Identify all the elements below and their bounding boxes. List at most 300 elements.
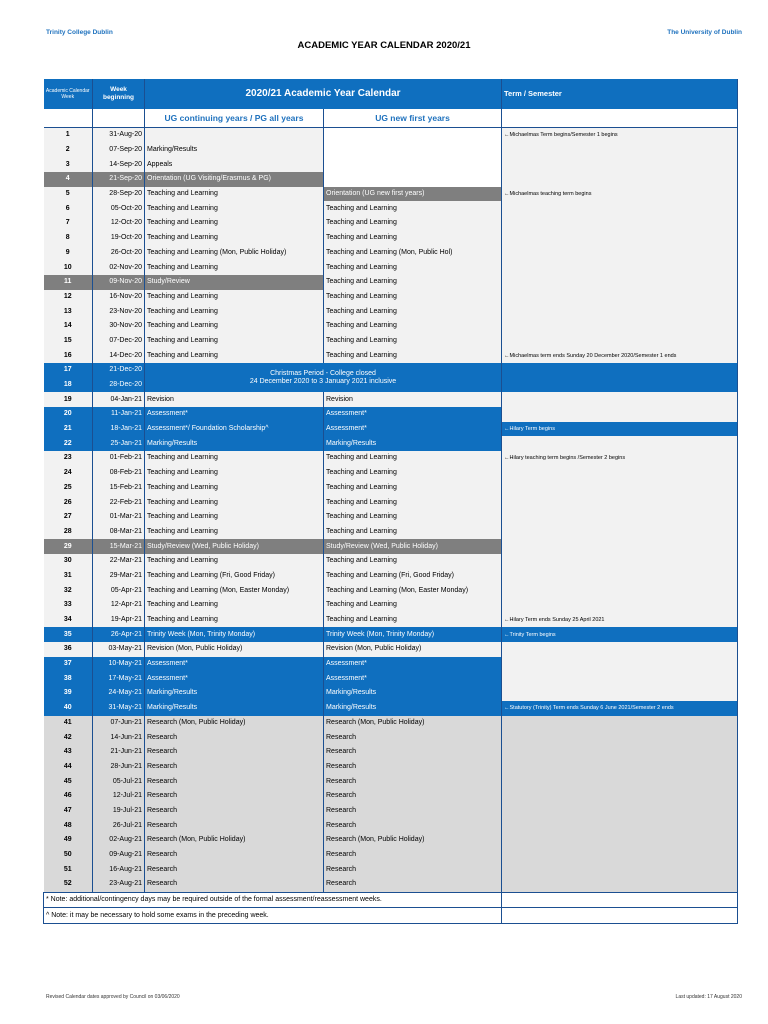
week-number: 42: [44, 730, 93, 745]
week-beginning-date: 08-Feb-21: [93, 466, 145, 481]
week-number: 21: [44, 422, 93, 437]
term-note: [502, 495, 738, 510]
week-number: 37: [44, 657, 93, 672]
table-row: [44, 436, 738, 451]
term-note: ←Hilary teaching term begins /Semester 2 begins: [502, 451, 738, 466]
ug-new-activity: Teaching and Learning: [324, 231, 502, 246]
ug-continuing-activity: Study/Review (Wed, Public Holiday): [145, 539, 324, 554]
table-row: [44, 392, 738, 407]
ug-new-activity: [324, 172, 502, 187]
footer-last-updated: Last updated: 17 August 2020: [675, 994, 742, 1000]
term-note: ←Trinity Term begins: [502, 627, 738, 642]
ug-continuing-activity: Teaching and Learning (Fri, Good Friday): [145, 569, 324, 584]
week-number: 40: [44, 701, 93, 716]
ug-new-activity: [324, 143, 502, 158]
header-right-university: The University of Dublin: [667, 29, 742, 36]
week-beginning-date: 22-Mar-21: [93, 554, 145, 569]
table-row: [44, 613, 738, 628]
table-row: [44, 187, 738, 202]
week-number: 43: [44, 745, 93, 760]
term-note: [502, 392, 738, 407]
table-row: [44, 671, 738, 686]
ug-continuing-activity: Assessment*/ Foundation Scholarship^: [145, 422, 324, 437]
table-row: [44, 701, 738, 716]
week-beginning-date: 11-Jan-21: [93, 407, 145, 422]
week-number: 26: [44, 495, 93, 510]
term-note: [502, 848, 738, 863]
week-beginning-date: 12-Oct-20: [93, 216, 145, 231]
week-beginning-date: 14-Dec-20: [93, 348, 145, 363]
week-number: 44: [44, 760, 93, 775]
week-number: 45: [44, 774, 93, 789]
note-term-blank: [502, 892, 738, 908]
christmas-line-1: Christmas Period - College closed: [270, 369, 376, 377]
ug-new-activity: Teaching and Learning (Fri, Good Friday): [324, 569, 502, 584]
ug-continuing-activity: Research (Mon, Public Holiday): [145, 833, 324, 848]
term-note: [502, 789, 738, 804]
week-number: 52: [44, 877, 93, 892]
ug-new-activity: Revision (Mon, Public Holiday): [324, 642, 502, 657]
term-note: [502, 481, 738, 496]
ug-new-activity: Teaching and Learning (Mon, Public Hol): [324, 246, 502, 261]
week-beginning-date: 07-Dec-20: [93, 334, 145, 349]
ug-new-activity: Revision: [324, 392, 502, 407]
week-number: 17: [44, 363, 93, 378]
ug-new-activity: Research: [324, 804, 502, 819]
ug-continuing-activity: Research: [145, 818, 324, 833]
ug-continuing-activity: Teaching and Learning: [145, 510, 324, 525]
table-row: [44, 848, 738, 863]
week-number: 4: [44, 172, 93, 187]
ug-new-activity: Teaching and Learning: [324, 451, 502, 466]
week-beginning-date: 12-Apr-21: [93, 598, 145, 613]
term-note: [502, 172, 738, 187]
ug-continuing-activity: Teaching and Learning: [145, 216, 324, 231]
ug-continuing-activity: Research: [145, 877, 324, 892]
col-header-ug-continuing: UG continuing years / PG all years: [145, 109, 324, 128]
ug-continuing-activity: Teaching and Learning (Mon, Public Holiday): [145, 246, 324, 261]
ug-continuing-activity: Research: [145, 774, 324, 789]
term-note: [502, 833, 738, 848]
week-number: 11: [44, 275, 93, 290]
ug-continuing-activity: Research: [145, 745, 324, 760]
table-row: [44, 451, 738, 466]
week-beginning-date: 30-Nov-20: [93, 319, 145, 334]
calendar-table: [43, 79, 738, 924]
ug-new-activity: Teaching and Learning: [324, 510, 502, 525]
week-number: 6: [44, 201, 93, 216]
week-number: 14: [44, 319, 93, 334]
ug-new-activity: Teaching and Learning: [324, 598, 502, 613]
ug-new-activity: Research: [324, 745, 502, 760]
ug-continuing-activity: Teaching and Learning: [145, 187, 324, 202]
ug-new-activity: Teaching and Learning: [324, 319, 502, 334]
term-note: [502, 304, 738, 319]
table-row: [44, 730, 738, 745]
week-beginning-date: 14-Sep-20: [93, 157, 145, 172]
table-row: [44, 642, 738, 657]
term-note: [502, 583, 738, 598]
week-number: 10: [44, 260, 93, 275]
term-note: [502, 539, 738, 554]
ug-continuing-activity: Study/Review: [145, 275, 324, 290]
week-beginning-date: 23-Nov-20: [93, 304, 145, 319]
ug-new-activity: Teaching and Learning: [324, 304, 502, 319]
table-row: [44, 760, 738, 775]
table-row: [44, 363, 738, 378]
ug-new-activity: Research: [324, 877, 502, 892]
term-note: [502, 554, 738, 569]
week-number: 15: [44, 334, 93, 349]
ug-new-activity: Marking/Results: [324, 686, 502, 701]
ug-continuing-activity: Trinity Week (Mon, Trinity Monday): [145, 627, 324, 642]
week-beginning-date: 05-Oct-20: [93, 201, 145, 216]
ug-new-activity: Marking/Results: [324, 701, 502, 716]
week-number: 32: [44, 583, 93, 598]
ug-continuing-activity: Teaching and Learning: [145, 290, 324, 305]
week-number: 25: [44, 481, 93, 496]
table-row: [44, 598, 738, 613]
term-note: [502, 525, 738, 540]
ug-continuing-activity: Teaching and Learning: [145, 348, 324, 363]
ug-new-activity: Research: [324, 760, 502, 775]
week-beginning-date: 26-Jul-21: [93, 818, 145, 833]
ug-continuing-activity: Teaching and Learning: [145, 260, 324, 275]
week-number: 30: [44, 554, 93, 569]
table-row: [44, 422, 738, 437]
week-number: 27: [44, 510, 93, 525]
week-number: 20: [44, 407, 93, 422]
week-number: 29: [44, 539, 93, 554]
week-beginning-date: 12-Jul-21: [93, 789, 145, 804]
term-note: [502, 657, 738, 672]
week-number: 49: [44, 833, 93, 848]
document-title: ACADEMIC YEAR CALENDAR 2020/21: [297, 40, 471, 51]
ug-new-activity: Teaching and Learning: [324, 466, 502, 481]
term-note: [502, 157, 738, 172]
ug-new-activity: [324, 157, 502, 172]
week-beginning-date: 17-May-21: [93, 671, 145, 686]
term-note: [502, 716, 738, 731]
week-beginning-date: 01-Feb-21: [93, 451, 145, 466]
term-note: [502, 760, 738, 775]
ug-new-activity: Research: [324, 774, 502, 789]
ug-new-activity: Teaching and Learning: [324, 613, 502, 628]
col-header-week-beginning: Week beginning: [93, 79, 145, 109]
table-row: [44, 657, 738, 672]
ug-continuing-activity: Teaching and Learning: [145, 201, 324, 216]
term-note: [502, 319, 738, 334]
term-note: [502, 862, 738, 877]
week-number: 16: [44, 348, 93, 363]
ug-continuing-activity: Research: [145, 760, 324, 775]
table-row: [44, 319, 738, 334]
ug-continuing-activity: Revision: [145, 392, 324, 407]
ug-new-activity: Teaching and Learning: [324, 216, 502, 231]
term-note: [502, 745, 738, 760]
term-note: [502, 671, 738, 686]
week-beginning-date: 05-Apr-21: [93, 583, 145, 598]
table-row: [44, 275, 738, 290]
week-beginning-date: 26-Apr-21: [93, 627, 145, 642]
week-number: 23: [44, 451, 93, 466]
term-note: ←Michaelmas term ends Sunday 20 December 2020/Semester 1 ends: [502, 348, 738, 363]
table-row: [44, 569, 738, 584]
week-number: 34: [44, 613, 93, 628]
week-number: 35: [44, 627, 93, 642]
ug-new-activity: Teaching and Learning: [324, 348, 502, 363]
week-beginning-date: 15-Mar-21: [93, 539, 145, 554]
ug-continuing-activity: Research: [145, 804, 324, 819]
table-row: [44, 495, 738, 510]
week-beginning-date: 05-Jul-21: [93, 774, 145, 789]
table-row: [44, 290, 738, 305]
assessment-note: * Note: additional/contingency days may be required outside of the formal assessment/reassessment weeks.: [44, 892, 502, 908]
table-row: [44, 554, 738, 569]
term-note: [502, 334, 738, 349]
term-note: [502, 730, 738, 745]
week-number: 48: [44, 818, 93, 833]
table-row: [44, 774, 738, 789]
ug-continuing-activity: Teaching and Learning: [145, 304, 324, 319]
table-row: [44, 128, 738, 143]
christmas-line-2: 24 December 2020 to 3 January 2021 inclusive: [249, 377, 397, 385]
term-note: [502, 143, 738, 158]
term-note: [502, 510, 738, 525]
ug-new-activity: [324, 128, 502, 143]
table-row: [44, 862, 738, 877]
table-row: [44, 481, 738, 496]
table-row: [44, 348, 738, 363]
week-beginning-date: 07-Sep-20: [93, 143, 145, 158]
term-note: [502, 231, 738, 246]
ug-continuing-activity: Assessment*: [145, 657, 324, 672]
ug-new-activity: Teaching and Learning: [324, 525, 502, 540]
week-beginning-date: 28-Jun-21: [93, 760, 145, 775]
ug-continuing-activity: Assessment*: [145, 671, 324, 686]
week-beginning-date: 04-Jan-21: [93, 392, 145, 407]
ug-new-activity: Study/Review (Wed, Public Holiday): [324, 539, 502, 554]
week-number: 12: [44, 290, 93, 305]
table-row: [44, 510, 738, 525]
term-note: [502, 275, 738, 290]
ug-new-activity: Teaching and Learning: [324, 554, 502, 569]
term-note: [502, 642, 738, 657]
week-beginning-date: 01-Mar-21: [93, 510, 145, 525]
ug-continuing-activity: Teaching and Learning: [145, 451, 324, 466]
ug-new-activity: Research: [324, 818, 502, 833]
ug-continuing-activity: Teaching and Learning: [145, 598, 324, 613]
ug-new-activity: Assessment*: [324, 657, 502, 672]
term-note: ←Hilary Term ends Sunday 25 April 2021: [502, 613, 738, 628]
table-row: [44, 334, 738, 349]
ug-new-activity: Orientation (UG new first years): [324, 187, 502, 202]
term-note: [502, 686, 738, 701]
week-beginning-date: 25-Jan-21: [93, 436, 145, 451]
col-header-ug-new: UG new first years: [324, 109, 502, 128]
week-beginning-date: 14-Jun-21: [93, 730, 145, 745]
ug-continuing-activity: Teaching and Learning: [145, 466, 324, 481]
table-row: [44, 627, 738, 642]
ug-new-activity: Assessment*: [324, 422, 502, 437]
week-beginning-date: 08-Mar-21: [93, 525, 145, 540]
ug-continuing-activity: Teaching and Learning: [145, 231, 324, 246]
week-number: 9: [44, 246, 93, 261]
term-note: [502, 290, 738, 305]
term-note: [502, 378, 738, 393]
ug-continuing-activity: Assessment*: [145, 407, 324, 422]
note-row: [44, 908, 738, 924]
term-note: [502, 363, 738, 378]
table-row: [44, 216, 738, 231]
week-beginning-date: 16-Nov-20: [93, 290, 145, 305]
week-beginning-date: 09-Nov-20: [93, 275, 145, 290]
week-beginning-date: 19-Apr-21: [93, 613, 145, 628]
ug-continuing-activity: Teaching and Learning: [145, 613, 324, 628]
ug-continuing-activity: Teaching and Learning: [145, 495, 324, 510]
table-row: [44, 716, 738, 731]
table-row: [44, 525, 738, 540]
term-note: [502, 877, 738, 892]
table-row: [44, 539, 738, 554]
week-beginning-date: 21-Dec-20: [93, 363, 145, 378]
table-row: [44, 686, 738, 701]
term-note: ←Michaelmas teaching term begins: [502, 187, 738, 202]
week-number: 5: [44, 187, 93, 202]
week-number: 33: [44, 598, 93, 613]
ug-new-activity: Research: [324, 730, 502, 745]
term-note: ←Hilary Term begins: [502, 422, 738, 437]
week-number: 31: [44, 569, 93, 584]
term-note: [502, 569, 738, 584]
table-row: [44, 745, 738, 760]
term-note: [502, 407, 738, 422]
ug-continuing-activity: Teaching and Learning: [145, 334, 324, 349]
ug-continuing-activity: Teaching and Learning: [145, 481, 324, 496]
week-beginning-date: 22-Feb-21: [93, 495, 145, 510]
table-row: [44, 231, 738, 246]
ug-new-activity: Teaching and Learning: [324, 275, 502, 290]
week-number: 39: [44, 686, 93, 701]
ug-continuing-activity: Research: [145, 789, 324, 804]
table-row: [44, 157, 738, 172]
ug-new-activity: Research (Mon, Public Holiday): [324, 833, 502, 848]
week-beginning-date: 02-Nov-20: [93, 260, 145, 275]
term-note: [502, 201, 738, 216]
ug-continuing-activity: Research: [145, 848, 324, 863]
table-header-row: [44, 79, 738, 109]
week-number: 1: [44, 128, 93, 143]
ug-continuing-activity: [145, 128, 324, 143]
table-row: [44, 143, 738, 158]
header-left-institution: Trinity College Dublin: [46, 29, 113, 36]
week-beginning-date: 26-Oct-20: [93, 246, 145, 261]
week-beginning-date: 15-Feb-21: [93, 481, 145, 496]
week-beginning-date: 31-May-21: [93, 701, 145, 716]
table-row: [44, 407, 738, 422]
week-number: 3: [44, 157, 93, 172]
week-number: 41: [44, 716, 93, 731]
week-number: 24: [44, 466, 93, 481]
week-beginning-date: 21-Jun-21: [93, 745, 145, 760]
term-note: [502, 260, 738, 275]
week-beginning-date: 16-Aug-21: [93, 862, 145, 877]
week-beginning-date: 10-May-21: [93, 657, 145, 672]
week-beginning-date: 21-Sep-20: [93, 172, 145, 187]
footer-approval-note: Revised Calendar dates approved by Council on 03/06/2020: [46, 994, 180, 1000]
term-note: [502, 774, 738, 789]
ug-continuing-activity: Research: [145, 730, 324, 745]
week-beginning-date: 19-Oct-20: [93, 231, 145, 246]
ug-new-activity: Teaching and Learning: [324, 334, 502, 349]
ug-continuing-activity: Marking/Results: [145, 686, 324, 701]
week-number: 18: [44, 378, 93, 393]
week-number: 50: [44, 848, 93, 863]
term-note: [502, 818, 738, 833]
table-row: [44, 172, 738, 187]
term-note: [502, 436, 738, 451]
term-note: [502, 598, 738, 613]
week-beginning-date: 24-May-21: [93, 686, 145, 701]
term-note: [502, 466, 738, 481]
week-beginning-date: 31-Aug-20: [93, 128, 145, 143]
table-row: [44, 804, 738, 819]
week-beginning-date: 19-Jul-21: [93, 804, 145, 819]
week-beginning-date: 29-Mar-21: [93, 569, 145, 584]
term-note: [502, 804, 738, 819]
ug-new-activity: Teaching and Learning: [324, 481, 502, 496]
week-beginning-date: 03-May-21: [93, 642, 145, 657]
week-number: 19: [44, 392, 93, 407]
week-number: 22: [44, 436, 93, 451]
col-header-week: Academic Calendar Week: [44, 79, 93, 109]
week-beginning-date: 02-Aug-21: [93, 833, 145, 848]
ug-new-activity: Assessment*: [324, 671, 502, 686]
term-note: [502, 246, 738, 261]
ug-continuing-activity: Research (Mon, Public Holiday): [145, 716, 324, 731]
term-note: ←Statutory (Trinity) Term ends Sunday 6 June 2021/Semester 2 ends: [502, 701, 738, 716]
table-row: [44, 304, 738, 319]
ug-continuing-activity: Research: [145, 862, 324, 877]
ug-continuing-activity: Teaching and Learning (Mon, Easter Monday): [145, 583, 324, 598]
ug-continuing-activity: Marking/Results: [145, 436, 324, 451]
ug-continuing-activity: Teaching and Learning: [145, 525, 324, 540]
term-note: [502, 216, 738, 231]
ug-continuing-activity: Appeals: [145, 157, 324, 172]
week-number: 46: [44, 789, 93, 804]
ug-new-activity: Teaching and Learning: [324, 201, 502, 216]
ug-new-activity: Research (Mon, Public Holiday): [324, 716, 502, 731]
col-header-term: Term / Semester: [502, 79, 738, 109]
table-subheader-row: [44, 109, 738, 128]
table-main-title: 2020/21 Academic Year Calendar: [145, 79, 502, 109]
table-row: [44, 583, 738, 598]
ug-continuing-activity: Marking/Results: [145, 143, 324, 158]
note-row: [44, 892, 738, 908]
ug-continuing-activity: Orientation (UG Visiting/Erasmus & PG): [145, 172, 324, 187]
ug-continuing-activity: Revision (Mon, Public Holiday): [145, 642, 324, 657]
week-beginning-date: 28-Sep-20: [93, 187, 145, 202]
week-number: 13: [44, 304, 93, 319]
ug-new-activity: Trinity Week (Mon, Trinity Monday): [324, 627, 502, 642]
ug-new-activity: Research: [324, 848, 502, 863]
week-number: 38: [44, 671, 93, 686]
ug-new-activity: Marking/Results: [324, 436, 502, 451]
week-beginning-date: 23-Aug-21: [93, 877, 145, 892]
table-row: [44, 260, 738, 275]
week-beginning-date: 28-Dec-20: [93, 378, 145, 393]
ug-new-activity: Teaching and Learning: [324, 290, 502, 305]
